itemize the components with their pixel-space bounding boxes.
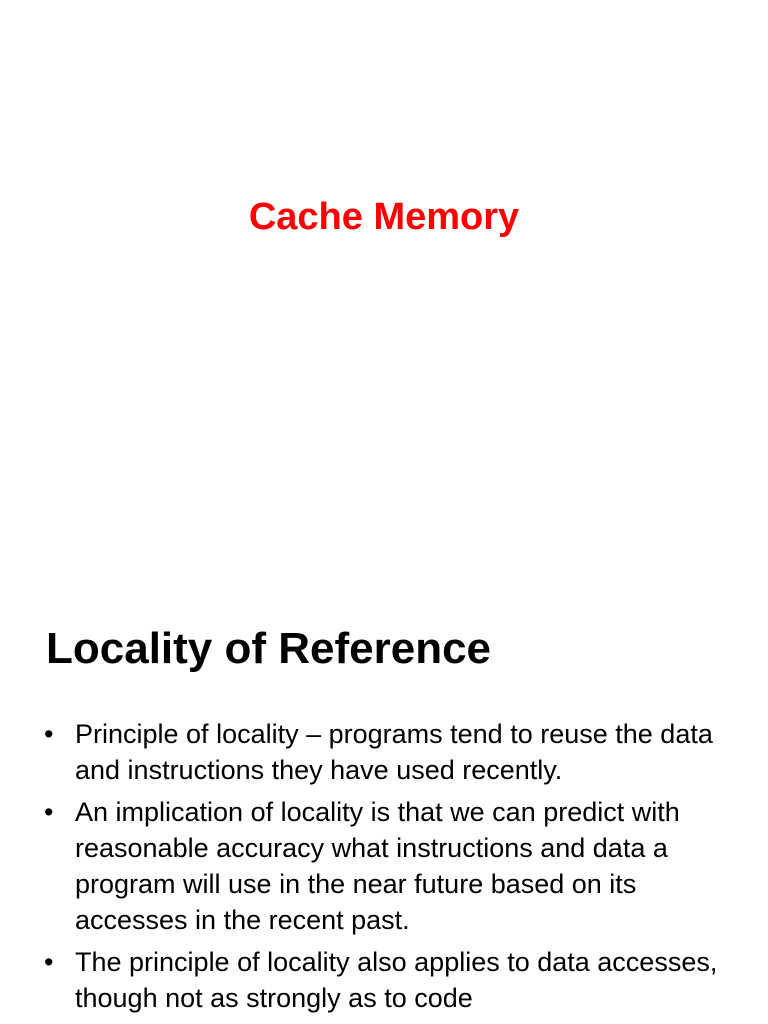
- slide-title: Locality of Reference: [46, 624, 492, 673]
- bullet-list: [0, 716, 768, 1022]
- slide-title: Cache Memory: [248, 196, 520, 238]
- bullet-item: [0, 716, 768, 788]
- bullet-icon: •: [44, 719, 54, 749]
- bullet-item: [0, 794, 768, 938]
- bullet-icon: •: [44, 947, 54, 977]
- bullet-icon: •: [44, 797, 54, 827]
- bullet-text: Principle of locality – programs tend to reuse the data and instructions they have used recently.: [75, 719, 713, 785]
- bullet-text: The principle of locality also applies to data accesses, though not as strongly as to code: [75, 947, 718, 1013]
- bullet-text: An implication of locality is that we can predict with reasonable accuracy what instructions and data a program will use in the near future based on its accesses in the recent past.: [75, 797, 680, 935]
- bullet-item: [0, 944, 768, 1016]
- slide-locality-of-reference: [0, 576, 768, 1024]
